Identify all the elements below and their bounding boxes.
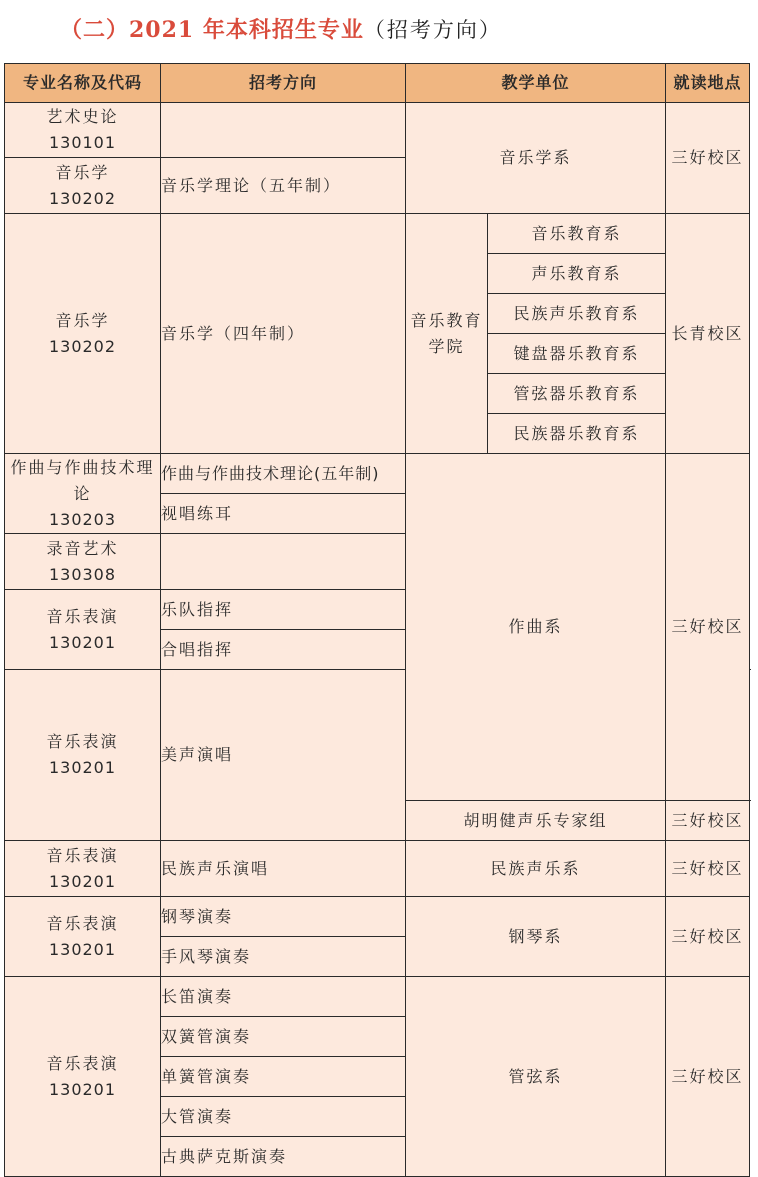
direction-cell: 音乐学（四年制）: [161, 214, 406, 454]
major-cell: 音乐表演 130201: [5, 841, 161, 897]
direction-cell: 手风琴演奏: [161, 937, 406, 977]
direction-cell: 钢琴演奏: [161, 897, 406, 937]
direction-cell: 音乐学理论（五年制）: [161, 158, 406, 214]
subunit-cell: 音乐教育系: [488, 214, 666, 254]
table-header-row: [5, 64, 750, 103]
campus-cell: 长青校区: [666, 214, 750, 454]
direction-cell: 双簧管演奏: [161, 1017, 406, 1057]
header-major: 专业名称及代码: [5, 64, 161, 103]
table-row: [5, 897, 750, 937]
unit-cell: 民族声乐系: [406, 841, 666, 897]
major-cell: 音乐表演 130201: [5, 590, 161, 670]
table-row: [5, 214, 750, 254]
table-row: [5, 103, 750, 158]
subunit-cell: 民族声乐教育系: [488, 294, 666, 334]
direction-cell: 长笛演奏: [161, 977, 406, 1017]
title-main: （二）2021 年本科招生专业: [60, 17, 364, 43]
direction-cell: 民族声乐演唱: [161, 841, 406, 897]
direction-cell: 古典萨克斯演奏: [161, 1137, 406, 1177]
header-direction: 招考方向: [161, 64, 406, 103]
direction-cell: 视唱练耳: [161, 494, 406, 534]
unit-cell: 管弦系: [406, 977, 666, 1177]
direction-cell: 合唱指挥: [161, 630, 406, 670]
campus-cell: 三好校区: [666, 103, 750, 214]
subunit-cell: 民族器乐教育系: [488, 414, 666, 454]
campus-cell: 三好校区: [666, 841, 750, 897]
campus-cell: 三好校区: [666, 801, 750, 841]
subunit-cell: 键盘器乐教育系: [488, 334, 666, 374]
header-unit: 教学单位: [406, 64, 666, 103]
section-title: [60, 10, 502, 50]
campus-cell: 三好校区: [666, 977, 750, 1177]
major-cell: 艺术史论 130101: [5, 103, 161, 158]
table-row: [5, 454, 750, 494]
major-cell: 音乐学 130202: [5, 214, 161, 454]
direction-cell: 美声演唱: [161, 670, 406, 841]
major-cell: 录音艺术 130308: [5, 534, 161, 590]
title-sub: （招考方向）: [363, 18, 502, 42]
majors-table: [4, 63, 750, 1177]
major-cell: 音乐学 130202: [5, 158, 161, 214]
direction-cell: 单簧管演奏: [161, 1057, 406, 1097]
header-campus: 就读地点: [666, 64, 750, 103]
table-row: [5, 977, 750, 1017]
subunit-cell: 管弦器乐教育系: [488, 374, 666, 414]
subunit-cell: 声乐教育系: [488, 254, 666, 294]
campus-cell: 三好校区: [666, 897, 750, 977]
unit-cell: 钢琴系: [406, 897, 666, 977]
unit-cell: 音乐教育学院: [406, 214, 488, 454]
major-cell: 音乐表演 130201: [5, 977, 161, 1177]
direction-cell: 作曲与作曲技术理论(五年制): [161, 454, 406, 494]
major-cell: 音乐表演 130201: [5, 897, 161, 977]
unit-cell: 胡明健声乐专家组: [406, 801, 666, 841]
direction-cell: 乐队指挥: [161, 590, 406, 630]
direction-cell: 大管演奏: [161, 1097, 406, 1137]
major-cell: 作曲与作曲技术理论 130203: [5, 454, 161, 534]
unit-cell: 作曲系: [406, 454, 666, 801]
major-cell: 音乐表演 130201: [5, 670, 161, 841]
campus-cell: 三好校区: [666, 454, 750, 801]
unit-cell: 音乐学系: [406, 103, 666, 214]
table-row: [5, 841, 750, 897]
direction-cell: [161, 534, 406, 590]
direction-cell: [161, 103, 406, 158]
